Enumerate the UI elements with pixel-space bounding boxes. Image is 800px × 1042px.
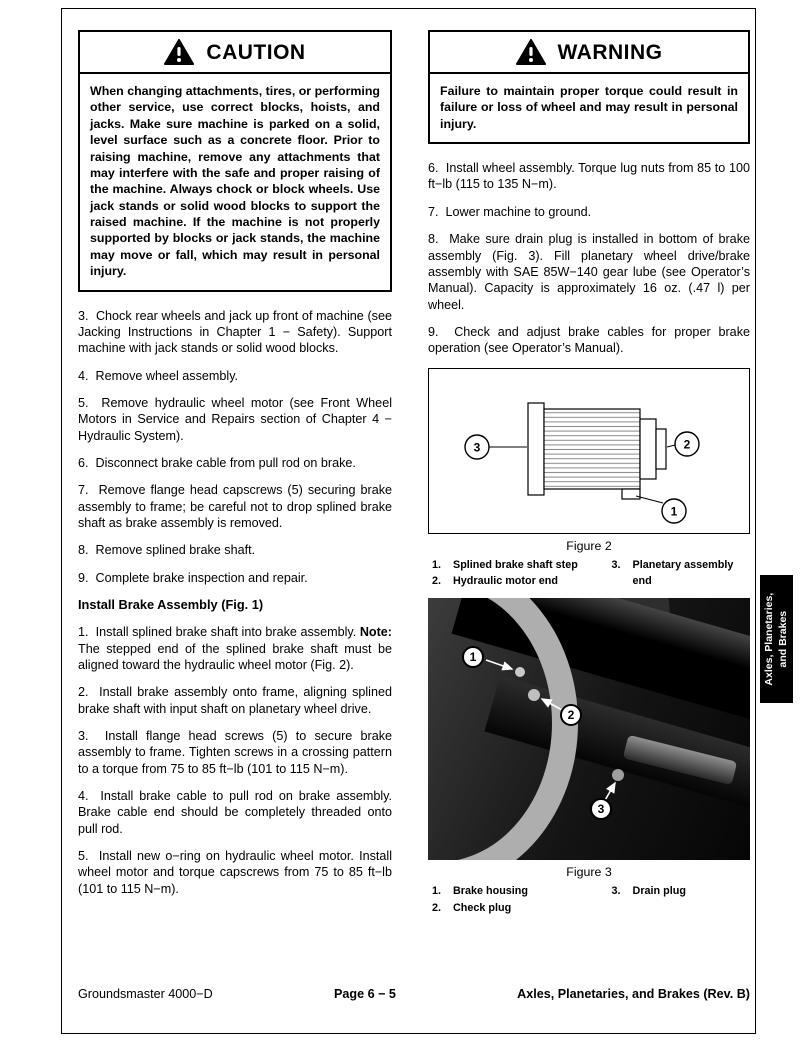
legend-item: 3. Drain plug	[611, 885, 686, 898]
figure2-legend	[428, 557, 750, 590]
figure2-caption: Figure 2	[566, 538, 612, 553]
warning-triangle-icon	[164, 39, 194, 66]
step-4: 4. Remove wheel assembly.	[78, 368, 239, 383]
figure3-photo	[428, 598, 750, 860]
install-step-1	[78, 624, 392, 673]
caution-header	[80, 32, 390, 74]
fig3-callout-1: 1	[462, 646, 484, 668]
note-text: The stepped end of the splined brake shaft must be aligned toward the hydraulic wheel motor (Fig. 2).	[78, 641, 392, 672]
warning-triangle-icon	[516, 39, 546, 66]
fig3-callout-3: 3	[590, 798, 612, 820]
step-6: 6. Disconnect brake cable from pull rod on brake.	[78, 456, 356, 471]
step-r6: 6. Install wheel assembly. Torque lug nuts from 85 to 100 ft−lb (115 to 135 N−m).	[428, 161, 750, 192]
figure2-legend-col-left	[428, 557, 612, 590]
caution-box	[78, 30, 392, 292]
chapter-tab	[760, 575, 793, 703]
warning-box	[428, 30, 750, 144]
legend-item: 1. Brake housing	[432, 885, 528, 898]
install-step-5: 5. Install new o−ring on hydraulic wheel motor. Install wheel motor and torque capscrews from 75 to 85 ft−lb (101 to 115 N−m).	[78, 849, 392, 896]
figure3-caption: Figure 3	[566, 865, 612, 880]
install-step-2: 2. Install brake assembly onto frame, aligning splined brake shaft with input shaft on planetary wheel drive.	[78, 685, 392, 716]
caution-title: CAUTION	[206, 40, 306, 64]
section-heading: Install Brake Assembly (Fig. 1)	[78, 597, 264, 613]
callout-arrows	[428, 598, 750, 860]
warning-title: WARNING	[557, 40, 663, 64]
step-r7: 7. Lower machine to ground.	[428, 204, 592, 219]
warning-text: Failure to maintain proper torque could result in failure or loss of wheel and may result in personal injury.	[440, 84, 738, 131]
figure3-legend-col-right	[612, 883, 750, 916]
install-step-4: 4. Install brake cable to pull rod on brake assembly. Brake cable end should be completely threaded onto pull rod.	[78, 789, 392, 836]
footer-page-number: Page 6 − 5	[333, 987, 396, 1001]
warning-header	[430, 32, 748, 74]
step-9: 9. Complete brake inspection and repair.	[78, 570, 308, 585]
figure2-box	[428, 368, 750, 534]
fig2-callout-3: 3	[473, 440, 481, 455]
figure3-legend	[428, 883, 750, 916]
fig2-callout-2: 2	[683, 437, 691, 452]
step-3: 3. Chock rear wheels and jack up front of machine (see Jacking Instructions in Chapter 1 − Safety). Support machine with jack stands or solid wood blocks.	[78, 308, 392, 356]
caution-text: When changing attachments, tires, or performing other service, use correct blocks, hoists, and jacks. Make sure machine is parked on a solid, level surface such as a concrete floor. Prior to raising machine, remove any attachments that may interfere with the safe and proper raising of the machine. Always chock or block wheels. Use jack stands or solid wood blocks to support the raised machine. If the machine is not properly supported by blocks or jack stands, the machine may move or fall, which may result in personal injury.	[90, 84, 380, 279]
splined-shaft-drawing	[430, 369, 748, 533]
figure3-legend-col-left	[428, 883, 612, 916]
note-label: Note:	[359, 625, 392, 640]
install-step-3: 3. Install flange head screws (5) to secure brake assembly to frame. Tighten screws in a crossing pattern to a torque from 75 to 85 ft−lb (101 to 115 N−m).	[78, 728, 392, 776]
legend-item: 3. Planetary assembly end	[611, 558, 734, 588]
install-step-1-text: 1. Install splined brake shaft into brake assembly.	[78, 625, 360, 640]
fig2-callout-1: 1	[670, 504, 678, 519]
legend-item: 2. Hydraulic motor end	[432, 575, 558, 588]
chapter-tab-label: Axles, Planetaries, and Brakes	[763, 592, 790, 686]
left-column	[78, 30, 392, 908]
legend-item: 1. Splined brake shaft step	[432, 558, 578, 571]
right-column	[428, 30, 750, 925]
step-7: 7. Remove flange head capscrews (5) securing brake assembly to frame; be careful not to drop splined brake shaft as brake assembly is removed.	[78, 483, 392, 531]
step-r9: 9. Check and adjust brake cables for proper brake operation (see Operator’s Manual).	[428, 325, 750, 356]
footer-model: Groundsmaster 4000−D	[78, 987, 213, 1001]
step-8: 8. Remove splined brake shaft.	[78, 543, 256, 558]
legend-item: 2. Check plug	[432, 901, 512, 914]
figure2-legend-col-right	[612, 557, 750, 590]
fig3-callout-2: 2	[560, 704, 582, 726]
footer-chapter: Axles, Planetaries, and Brakes (Rev. B)	[517, 987, 750, 1001]
step-5: 5. Remove hydraulic wheel motor (see Front Wheel Motors in Service and Repairs section of Chapter 4 − Hydraulic System).	[78, 395, 392, 443]
page-footer	[78, 987, 750, 1001]
step-r8: 8. Make sure drain plug is installed in bottom of brake assembly (Fig. 3). Fill planetary wheel drive/brake assembly with SAE 85W−140 gear lube (see Operator’s Manual). Capacity is approximately 16 oz. (.47 l) per wheel.	[428, 232, 750, 312]
